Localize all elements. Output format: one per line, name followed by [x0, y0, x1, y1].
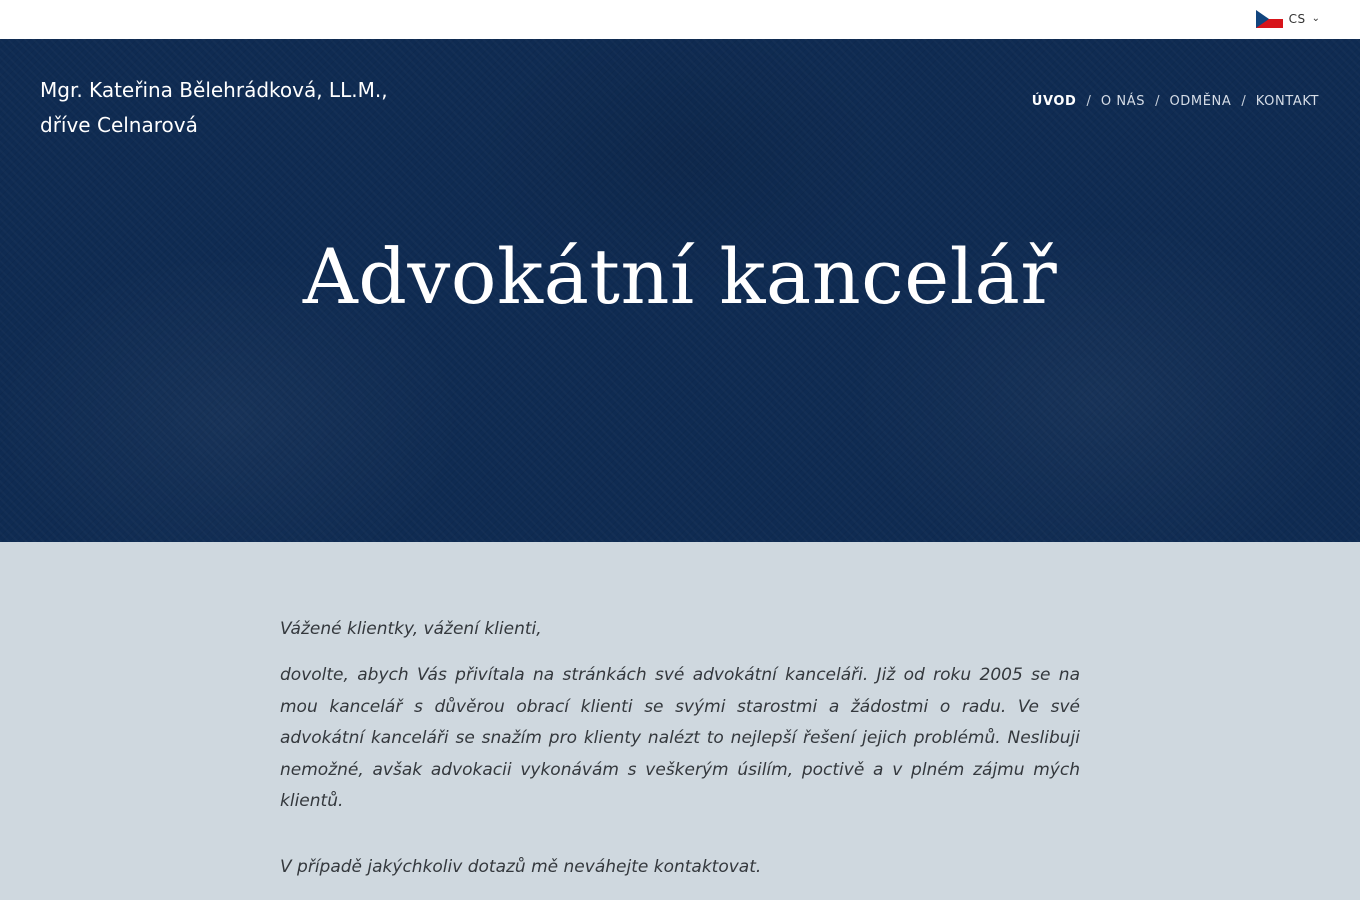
language-code: CS [1288, 12, 1306, 26]
language-switcher[interactable] [1256, 9, 1320, 29]
nav-item-uvod[interactable]: ÚVOD [1031, 94, 1077, 109]
main-nav [1032, 94, 1319, 109]
nav-separator: / [1155, 94, 1160, 109]
nav-item-o-nas[interactable]: O NÁS [1100, 94, 1146, 109]
nav-separator: / [1241, 94, 1246, 109]
nav-item-odmena[interactable]: ODMĚNA [1169, 94, 1232, 109]
top-bar [0, 0, 1360, 39]
nav-item-kontakt[interactable]: KONTAKT [1255, 94, 1319, 109]
czech-flag-icon [1256, 10, 1283, 28]
hero-section [0, 39, 1360, 542]
chevron-down-icon: ⌄ [1311, 13, 1320, 24]
closing-line: V případě jakýchkoliv dotazů mě neváhejte kontaktovat. [280, 856, 762, 877]
intro-paragraph: dovolte, abych Vás přivítala na stránkách své advokátní kanceláři. Již od roku 2005 se na mou kancelář s důvěrou obrací klienti se svými starostmi a žádostmi o radu. Ve své advokátní kanceláři se snažím pro klienty nalézt to nejlepší řešení jejich problémů. Neslibuji nemožné, avšak advokacii vykonávám s veškerým úsilím, poctivě a v plném zájmu mých klientů. [280, 665, 1080, 811]
greeting: Vážené klientky, vážení klienti, [280, 619, 542, 639]
site-brand[interactable] [40, 73, 388, 143]
brand-former-name: dříve Celnarová [40, 113, 198, 137]
brand-name: Mgr. Kateřina Bělehrádková, LL.M., [40, 78, 388, 102]
welcome-text [280, 612, 1080, 882]
nav-separator: / [1086, 94, 1091, 109]
page-title: Advokátní kancelář [302, 232, 1058, 321]
